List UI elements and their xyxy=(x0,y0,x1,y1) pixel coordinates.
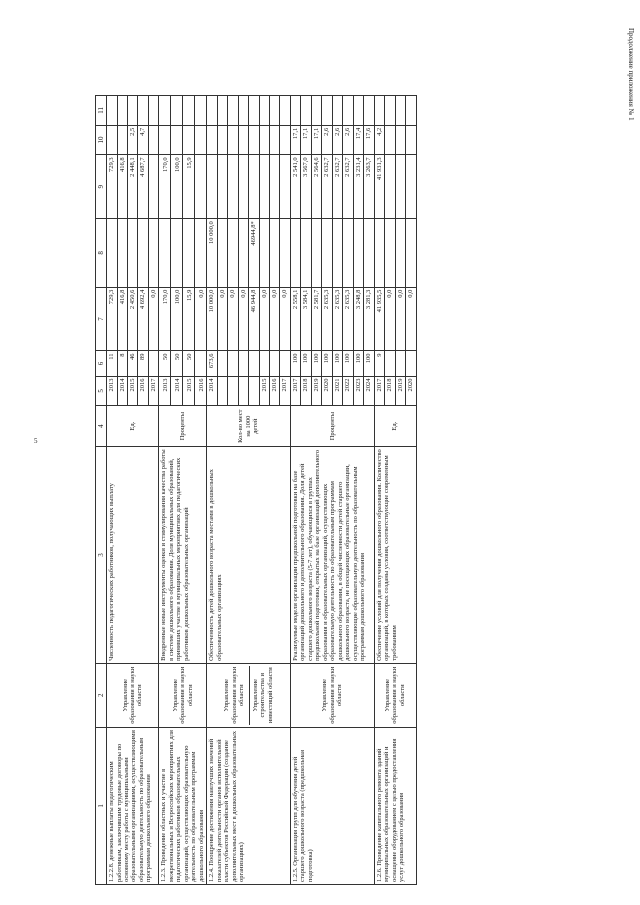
value-cell-c10 xyxy=(217,125,227,155)
value-cell-c7: 0,0 xyxy=(238,287,248,351)
value-cell-c11 xyxy=(311,96,321,126)
value-cell-c7: 3 584,1 xyxy=(301,287,311,351)
value-cell-c8 xyxy=(364,219,374,287)
value-cell-c10: 2,6 xyxy=(332,125,342,155)
value-cell-c8 xyxy=(171,219,183,287)
value-cell-c8 xyxy=(395,219,405,287)
value-cell-c9 xyxy=(259,155,269,219)
value-cell-c8 xyxy=(259,219,269,287)
value-cell-c7: 2 635,3 xyxy=(343,287,353,351)
value-cell-c6 xyxy=(228,351,238,376)
value-cell-c7: 0,0 xyxy=(259,287,269,351)
value-cell-c9 xyxy=(148,155,158,219)
value-cell-c8 xyxy=(290,219,300,287)
value-cell-c7: 2 635,3 xyxy=(332,287,342,351)
value-cell-c10 xyxy=(385,125,395,155)
value-cell-c9: 3 231,4 xyxy=(353,155,363,219)
value-cell-c10 xyxy=(117,125,127,155)
value-cell-c9: 41 931,3 xyxy=(374,155,384,219)
year-cell: 2017 xyxy=(374,376,384,406)
value-cell-c9 xyxy=(280,155,290,219)
year-cell: 2017 xyxy=(280,376,290,406)
year-cell: 2013 xyxy=(107,376,117,406)
value-cell-c6: 100 xyxy=(332,351,342,376)
value-cell-c11 xyxy=(395,96,405,126)
value-cell-c9: 2 632,7 xyxy=(322,155,332,219)
value-cell-c10 xyxy=(406,125,416,155)
value-cell-c9: 2 632,7 xyxy=(332,155,342,219)
value-cell-c11 xyxy=(238,96,248,126)
value-cell-c10 xyxy=(195,125,207,155)
value-cell-c7: 2 635,3 xyxy=(322,287,332,351)
executor-cell: Управление образования и науки области xyxy=(159,663,207,727)
year-cell: 2020 xyxy=(406,376,416,406)
value-cell-c8 xyxy=(332,219,342,287)
table-row xyxy=(374,96,384,885)
header-cell: 7 xyxy=(96,287,107,351)
unit-cell: Кол-во мест на 1000 детей xyxy=(207,406,291,447)
value-cell-c8 xyxy=(301,219,311,287)
value-cell-c7: 0,0 xyxy=(217,287,227,351)
value-cell-c7: 729,3 xyxy=(107,287,117,351)
year-cell: 2019 xyxy=(395,376,405,406)
value-cell-c6: 46 xyxy=(127,351,137,376)
year-cell: 2016 xyxy=(270,376,280,406)
year-cell xyxy=(217,376,227,406)
value-cell-c9: 2 564,6 xyxy=(311,155,321,219)
value-cell-c7: 100,0 xyxy=(171,287,183,351)
header-cell: 6 xyxy=(96,351,107,376)
year-cell: 2023 xyxy=(353,376,363,406)
value-cell-c6 xyxy=(280,351,290,376)
value-cell-c8 xyxy=(353,219,363,287)
value-cell-c9 xyxy=(385,155,395,219)
value-cell-c10 xyxy=(107,125,117,155)
year-cell: 2015 xyxy=(183,376,195,406)
value-cell-c8 xyxy=(217,219,227,287)
value-cell-c6: 100 xyxy=(290,351,300,376)
measure-code-cell: 1.2.3. Проведение областных и участие в межрегиональных и Всероссийских мероприятиях для педагогических работников образовательных организаций, осуществляющих образовательную деятельность по образовательным программам дошкольного образования xyxy=(159,727,207,884)
table-row xyxy=(107,96,117,885)
value-cell-c10 xyxy=(148,125,158,155)
value-cell-c11 xyxy=(228,96,238,126)
year-cell xyxy=(228,376,238,406)
year-cell: 2016 xyxy=(138,376,148,406)
unit-cell: Проценты xyxy=(159,406,207,447)
year-cell: 2014 xyxy=(171,376,183,406)
value-cell-c9 xyxy=(207,155,217,219)
value-cell-c10 xyxy=(228,125,238,155)
value-cell-c9 xyxy=(270,155,280,219)
value-cell-c11 xyxy=(171,96,183,126)
continuation-note: Продолжение приложения № 1 xyxy=(627,28,635,121)
year-cell: 2014 xyxy=(117,376,127,406)
value-cell-c9: 100,0 xyxy=(171,155,183,219)
value-cell-c8 xyxy=(311,219,321,287)
value-cell-c6: 100 xyxy=(343,351,353,376)
value-cell-c10 xyxy=(280,125,290,155)
value-cell-c11 xyxy=(322,96,332,126)
value-cell-c6: 9 xyxy=(374,351,384,376)
value-cell-c8 xyxy=(159,219,171,287)
header-cell: 5 xyxy=(96,376,107,406)
unit-cell: Ед. xyxy=(107,406,159,447)
value-cell-c9: 170,0 xyxy=(159,155,171,219)
value-cell-c7: 10 000,0 xyxy=(207,287,217,351)
value-cell-c6 xyxy=(406,351,416,376)
value-cell-c8 xyxy=(270,219,280,287)
year-cell: 2021 xyxy=(332,376,342,406)
value-cell-c10: 4,7 xyxy=(138,125,148,155)
unit-cell: Ед. xyxy=(374,406,416,447)
value-cell-c8 xyxy=(183,219,195,287)
value-cell-c6 xyxy=(238,351,248,376)
value-cell-c6 xyxy=(385,351,395,376)
value-cell-c11 xyxy=(353,96,363,126)
year-cell: 2017 xyxy=(290,376,300,406)
value-cell-c6 xyxy=(259,351,269,376)
value-cell-c10 xyxy=(259,125,269,155)
value-cell-c10 xyxy=(171,125,183,155)
value-cell-c9: 3 567,0 xyxy=(301,155,311,219)
value-cell-c9 xyxy=(249,155,259,219)
value-cell-c9 xyxy=(228,155,238,219)
value-cell-c11 xyxy=(217,96,227,126)
year-cell: 2019 xyxy=(311,376,321,406)
value-cell-c6 xyxy=(395,351,405,376)
value-cell-c9 xyxy=(395,155,405,219)
value-cell-c6 xyxy=(217,351,227,376)
value-cell-c10 xyxy=(183,125,195,155)
value-cell-c8: 46944,8* xyxy=(249,219,259,287)
value-cell-c6: 8 xyxy=(117,351,127,376)
value-cell-c11 xyxy=(374,96,384,126)
executor-text: Управление образования и науки области xyxy=(223,666,246,724)
value-cell-c6 xyxy=(249,351,259,376)
table-body xyxy=(96,96,417,885)
value-cell-c11 xyxy=(406,96,416,126)
table-row xyxy=(207,96,217,885)
value-cell-c6 xyxy=(270,351,280,376)
value-cell-c8 xyxy=(148,219,158,287)
year-cell: 2024 xyxy=(364,376,374,406)
value-cell-c7: 3 248,8 xyxy=(353,287,363,351)
header-cell: 9 xyxy=(96,155,107,219)
value-cell-c8 xyxy=(322,219,332,287)
value-cell-c7: 0,0 xyxy=(148,287,158,351)
header-cell: 8 xyxy=(96,219,107,287)
value-cell-c7: 4 692,4 xyxy=(138,287,148,351)
value-cell-c8 xyxy=(280,219,290,287)
value-cell-c9 xyxy=(406,155,416,219)
measure-code-cell: 1.2.5. Организация групп для обучения детей старшего дошкольного возраста (предшкольная подготовка) xyxy=(290,727,374,884)
value-cell-c7: 0,0 xyxy=(270,287,280,351)
value-cell-c7: 46 944,8 xyxy=(249,287,259,351)
value-cell-c11 xyxy=(290,96,300,126)
year-cell: 2020 xyxy=(322,376,332,406)
value-cell-c9: 2 632,7 xyxy=(343,155,353,219)
value-cell-c6: 50 xyxy=(159,351,171,376)
measure-code-cell: 1.2.6. Проведение капитального ремонта зданий муниципальных образовательных организаций и оснащение оборудованием с целью предоставления услуг дошкольного образования xyxy=(374,727,416,884)
value-cell-c10 xyxy=(207,125,217,155)
value-cell-c7: 0,0 xyxy=(228,287,238,351)
header-cell: 1 xyxy=(96,727,107,884)
value-cell-c6 xyxy=(195,351,207,376)
value-cell-c7: 2 581,7 xyxy=(311,287,321,351)
value-cell-c10: 17,4 xyxy=(353,125,363,155)
value-cell-c10: 2,6 xyxy=(322,125,332,155)
value-cell-c8 xyxy=(117,219,127,287)
page-number: 5 xyxy=(34,437,38,445)
value-cell-c10: 17,1 xyxy=(301,125,311,155)
value-cell-c6: 100 xyxy=(322,351,332,376)
value-cell-c9: 15,9 xyxy=(183,155,195,219)
header-cell: 10 xyxy=(96,125,107,155)
measure-code-cell: 1.2.4. Поощрение достижения наилучших значений показателей деятельности органов исполнительной власти субъектов Российской Федерации (создание дополнительных мест в дошкольных образовательных организациях) xyxy=(207,727,291,884)
value-cell-c11 xyxy=(159,96,171,126)
indicator-cell: Обеспеченность детей дошкольного возраста местами в дошкольных образовательных организациях xyxy=(207,447,291,664)
value-cell-c10: 2,5 xyxy=(127,125,137,155)
value-cell-c9: 3 263,7 xyxy=(364,155,374,219)
value-cell-c11 xyxy=(107,96,117,126)
executor-cell: Управление образования и науки области xyxy=(290,663,374,727)
value-cell-c8 xyxy=(195,219,207,287)
year-cell: 2022 xyxy=(343,376,353,406)
header-cell: 11 xyxy=(96,96,107,126)
executor-cell xyxy=(207,663,291,727)
header-row xyxy=(96,96,107,885)
value-cell-c9: 2 541,0 xyxy=(290,155,300,219)
value-cell-c9: 4 687,7 xyxy=(138,155,148,219)
year-cell: 2015 xyxy=(127,376,137,406)
measure-code-cell: 1.2.2.8. денежные выплаты педагогическим работникам, заключившим трудовые договоры по основному месту работы с муниципальными образовательными организациями, осуществляющими образовательную деятельность по образовательным программам дошкольного образования xyxy=(107,727,159,884)
value-cell-c9: 2 448,1 xyxy=(127,155,137,219)
executor-text-2: Управление строительства и инвестиций области xyxy=(249,666,274,725)
value-cell-c6: 11 xyxy=(107,351,117,376)
value-cell-c7: 0,0 xyxy=(195,287,207,351)
value-cell-c6: 100 xyxy=(364,351,374,376)
table-row xyxy=(159,96,171,885)
value-cell-c8 xyxy=(385,219,395,287)
value-cell-c11 xyxy=(332,96,342,126)
year-cell xyxy=(238,376,248,406)
value-cell-c8 xyxy=(127,219,137,287)
header-cell: 2 xyxy=(96,663,107,727)
header-cell: 3 xyxy=(96,447,107,664)
value-cell-c7: 170,0 xyxy=(159,287,171,351)
program-table xyxy=(95,95,417,885)
value-cell-c9: 729,3 xyxy=(107,155,117,219)
value-cell-c7: 0,0 xyxy=(395,287,405,351)
value-cell-c6: 89 xyxy=(138,351,148,376)
year-cell: 2015 xyxy=(259,376,269,406)
header-cell: 4 xyxy=(96,406,107,447)
value-cell-c11 xyxy=(249,96,259,126)
value-cell-c10: 2,6 xyxy=(343,125,353,155)
year-cell: 2016 xyxy=(195,376,207,406)
value-cell-c8: 10 000,0 xyxy=(207,219,217,287)
year-cell: 2014 xyxy=(207,376,217,406)
value-cell-c10 xyxy=(270,125,280,155)
year-cell: 2018 xyxy=(385,376,395,406)
value-cell-c8 xyxy=(228,219,238,287)
value-cell-c7: 0,0 xyxy=(385,287,395,351)
year-cell: 2018 xyxy=(301,376,311,406)
executor-cell: Управление образования и науки области xyxy=(374,663,416,727)
indicator-cell: Внедренные новые инструменты оценки и стимулирования качества работы в системе дошкольного образования. Доля муниципальных образований, принявших участие в муниципальных мероприятиях для педагогических работников дошкольных образовательных организаций xyxy=(159,447,207,664)
value-cell-c6: 50 xyxy=(171,351,183,376)
value-cell-c10: 4,2 xyxy=(374,125,384,155)
value-cell-c6: 100 xyxy=(311,351,321,376)
value-cell-c11 xyxy=(117,96,127,126)
value-cell-c10 xyxy=(249,125,259,155)
indicator-cell: Реализуемые модели организации предшкольной подготовки на базе организаций дошкольного и дополнительного образования. Доля детей старшего дошкольного возраста (5-7 лет), обучающихся в группах предшкольной подготовки, открытых на базе организаций дополнительного образования и образовательных организаций, осуществляющих образовательную деятельность по образовательным программам дошкольного образования, в общей численности детей старшего дошкольного возраста, не посещающих образовательные организации, осуществляющие образовательную деятельность по образовательным программам дошкольного образования xyxy=(290,447,374,664)
value-cell-c6: 673,6 xyxy=(207,351,217,376)
year-cell: 2017 xyxy=(148,376,158,406)
value-cell-c8 xyxy=(406,219,416,287)
value-cell-c9 xyxy=(238,155,248,219)
value-cell-c11 xyxy=(343,96,353,126)
value-cell-c6: 50 xyxy=(183,351,195,376)
value-cell-c11 xyxy=(195,96,207,126)
indicator-cell: Обеспечение условий для получения дошкольного образования. Количество организаций, в которых созданы условия, соответствующие современным требованиям xyxy=(374,447,416,664)
value-cell-c9: 416,8 xyxy=(117,155,127,219)
value-cell-c9 xyxy=(195,155,207,219)
value-cell-c7: 0,0 xyxy=(406,287,416,351)
value-cell-c10 xyxy=(395,125,405,155)
value-cell-c11 xyxy=(364,96,374,126)
value-cell-c7: 2 558,1 xyxy=(290,287,300,351)
value-cell-c11 xyxy=(280,96,290,126)
value-cell-c10 xyxy=(159,125,171,155)
unit-cell: Проценты xyxy=(290,406,374,447)
value-cell-c8 xyxy=(107,219,117,287)
value-cell-c7: 0,0 xyxy=(280,287,290,351)
value-cell-c7: 41 935,5 xyxy=(374,287,384,351)
value-cell-c8 xyxy=(238,219,248,287)
value-cell-c11 xyxy=(183,96,195,126)
table-row xyxy=(290,96,300,885)
value-cell-c10: 17,1 xyxy=(290,125,300,155)
value-cell-c8 xyxy=(138,219,148,287)
value-cell-c11 xyxy=(259,96,269,126)
value-cell-c11 xyxy=(385,96,395,126)
value-cell-c7: 15,9 xyxy=(183,287,195,351)
value-cell-c11 xyxy=(301,96,311,126)
value-cell-c6: 100 xyxy=(353,351,363,376)
value-cell-c7: 3 281,3 xyxy=(364,287,374,351)
value-cell-c8 xyxy=(374,219,384,287)
value-cell-c6 xyxy=(148,351,158,376)
value-cell-c7: 2 450,6 xyxy=(127,287,137,351)
value-cell-c9 xyxy=(217,155,227,219)
value-cell-c10: 17,6 xyxy=(364,125,374,155)
value-cell-c11 xyxy=(207,96,217,126)
value-cell-c10 xyxy=(238,125,248,155)
rotated-table-wrapper xyxy=(95,95,635,885)
value-cell-c7: 416,8 xyxy=(117,287,127,351)
value-cell-c11 xyxy=(270,96,280,126)
year-cell xyxy=(249,376,259,406)
year-cell: 2013 xyxy=(159,376,171,406)
executor-cell: Управление образования и науки области xyxy=(107,663,159,727)
value-cell-c11 xyxy=(127,96,137,126)
value-cell-c8 xyxy=(343,219,353,287)
value-cell-c6: 100 xyxy=(301,351,311,376)
indicator-cell: Численность педагогических работников, получающих выплату xyxy=(107,447,159,664)
value-cell-c10: 17,1 xyxy=(311,125,321,155)
value-cell-c11 xyxy=(148,96,158,126)
value-cell-c11 xyxy=(138,96,148,126)
